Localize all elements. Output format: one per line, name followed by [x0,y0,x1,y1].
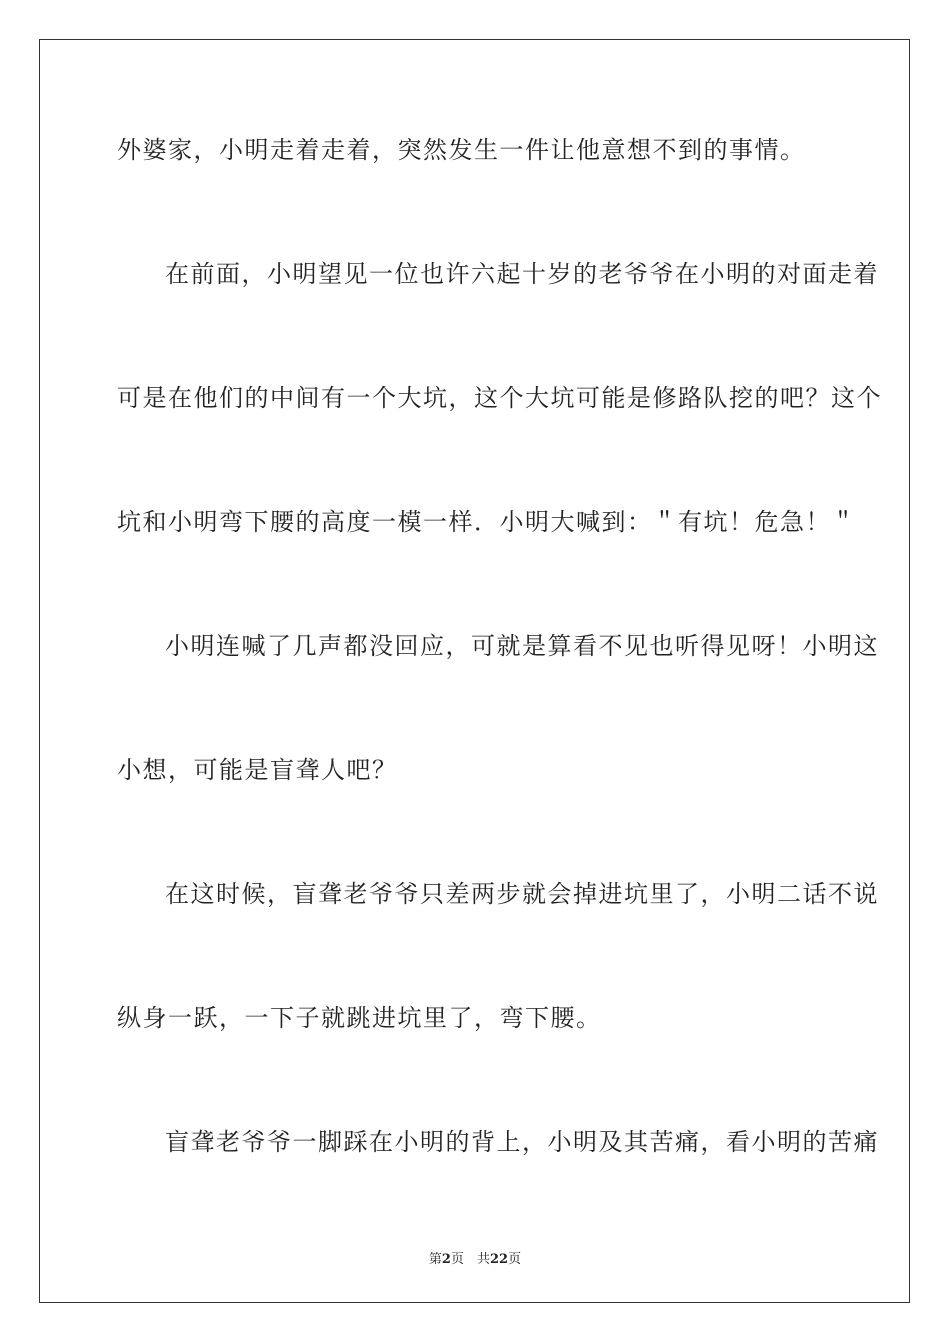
text-line: 可是在他们的中间有一个大坑，这个大坑可能是修路队挖的吧？这个 [117,384,882,412]
page-border [39,39,910,1303]
text-line: 小明连喊了几声都没回应，可就是算看不见也听得见呀！小明这 [165,632,879,660]
text-line: 纵身一跃，一下子就跳进坑里了，弯下腰。 [117,1004,602,1032]
text-line: 在这时候，盲聋老爷爷只差两步就会掉进坑里了，小明二话不说 [165,880,879,908]
text-line: 盲聋老爷爷一脚踩在小明的背上，小明及其苦痛，看小明的苦痛 [165,1128,879,1156]
text-line: 外婆家，小明走着走着，突然发生一件让他意想不到的事情。 [117,136,806,164]
page-footer [0,1248,950,1267]
page-total-suffix: 页 [508,1252,522,1267]
text-line: 小想，可能是盲聋人吧？ [117,756,398,784]
page-prefix: 第 [428,1252,442,1267]
text-line: 坑和小明弯下腰的高度一模一样．小明大喊到：＂有坑！危急！＂ [117,508,857,536]
page-suffix: 页 共 [450,1252,490,1267]
text-line: 在前面，小明望见一位也许六起十岁的老爷爷在小明的对面走着 [165,260,879,288]
page-total: 22 [489,1252,509,1267]
page-current: 2 [441,1252,451,1267]
